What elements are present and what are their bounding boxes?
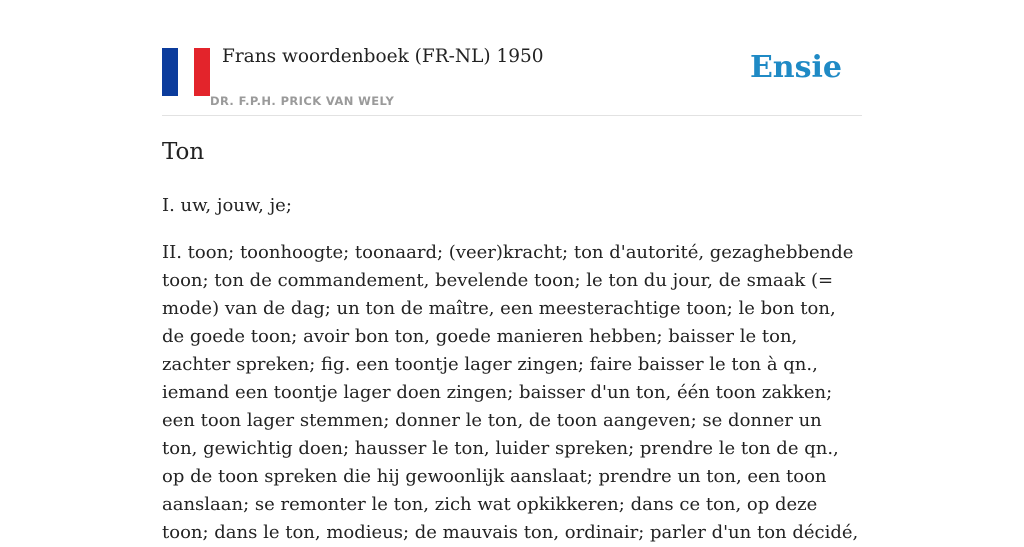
definition-paragraph-1: I. uw, jouw, je; — [162, 195, 292, 216]
dictionary-entry-container — [162, 0, 862, 543]
france-flag-icon — [162, 48, 210, 96]
entry-headword: Ton — [162, 139, 205, 165]
definition-paragraph-2: II. toon; toonhoogte; toonaard; (veer)kracht; ton d'autorité, gezaghebbende toon; ton de commandement, bevelende toon; le ton du jour, de smaak (= mode) van de dag; un ton de maître, een meesterachtige toon; le bon ton, de goede toon; avoir bon ton, goede manieren hebben; baisser le ton, zachter spreken; fig. een toontje lager zingen; faire baisser le ton à qn., iemand een toontje lager doen zingen; baisser d'un ton, één toon zakken; een toon lager stemmen; donner le ton, de toon aangeven; se donner un ton, gewichtig doen; hausser le ton, luider spreken; prendre le ton de qn., op de toon spreken die hij gewoonlijk aanslaat; prendre un ton, een toon aanslaan; se remonter le ton, zich wat opkikkeren; dans ce ton, op deze toon; dans le ton, modieus; de mauvais ton, ordinair; parler d'un ton décidé, — [162, 242, 859, 543]
flag-stripe-white — [178, 48, 194, 96]
dictionary-author: DR. F.P.H. PRICK VAN WELY — [210, 94, 395, 108]
header — [162, 0, 862, 116]
ensie-logo[interactable]: Ensie — [749, 50, 842, 85]
flag-stripe-red — [194, 48, 210, 96]
flag-stripe-blue — [162, 48, 178, 96]
dictionary-title[interactable]: Frans woordenboek (FR-NL) 1950 — [222, 46, 544, 67]
